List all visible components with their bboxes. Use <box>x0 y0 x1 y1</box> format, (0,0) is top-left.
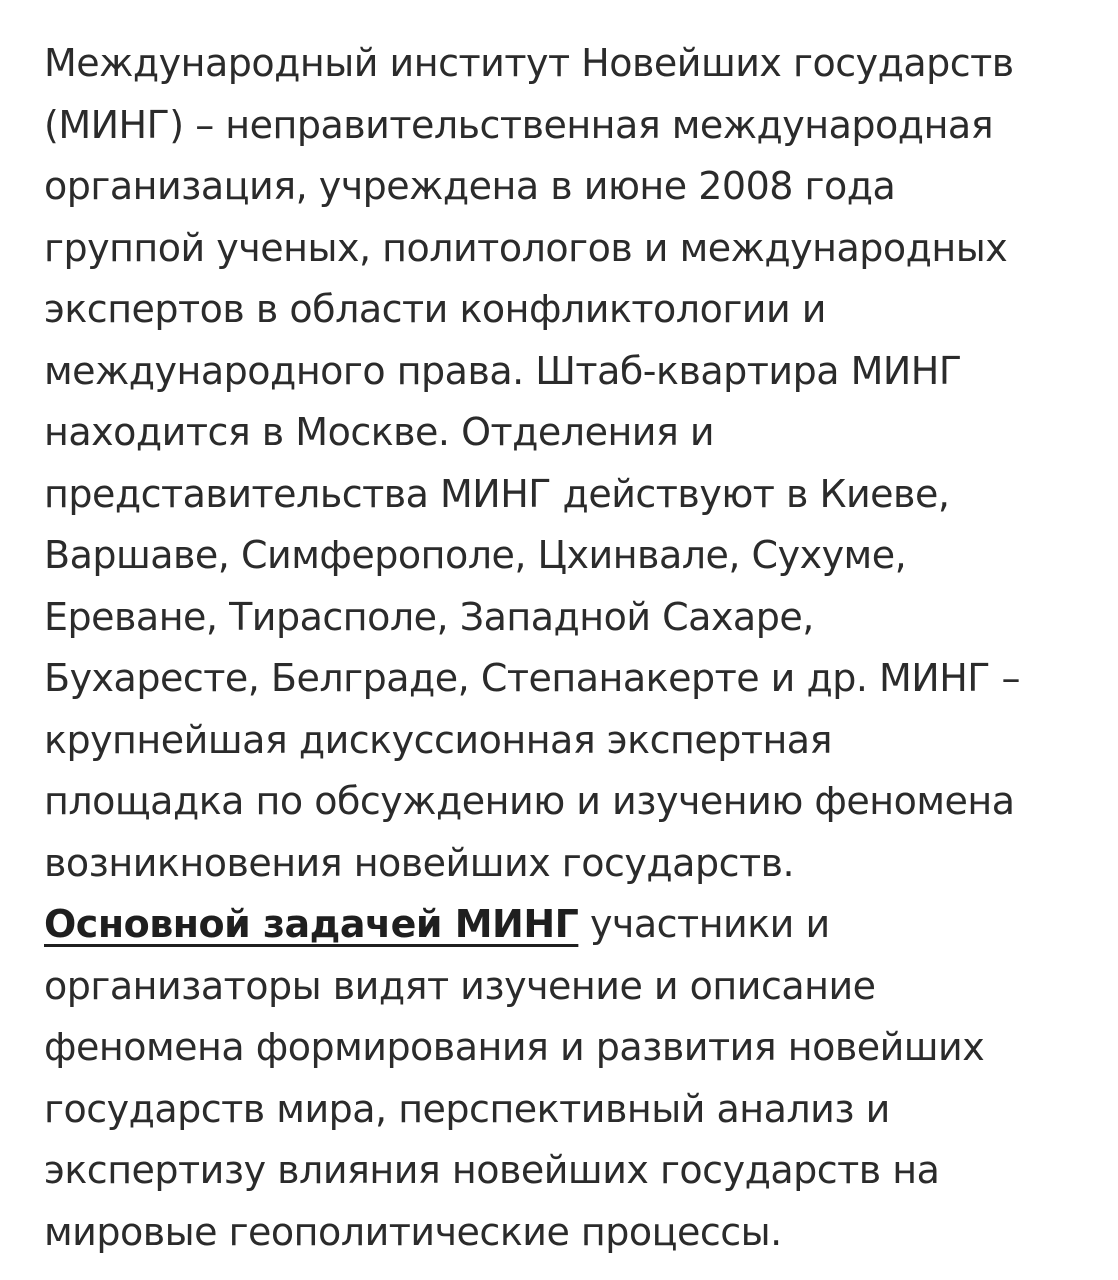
text-line: феномена формирования и развития новейших <box>44 1025 985 1069</box>
article-body <box>44 33 1084 1263</box>
text-line: организация, учреждена в июне 2008 года <box>44 164 896 208</box>
text-line: представительства МИНГ действуют в Киеве, <box>44 471 950 516</box>
text-line: крупнейшая дискуссионная экспертная <box>44 717 832 762</box>
paragraph-intro <box>44 33 1084 894</box>
text-line: находится в Москве. Отделения и <box>44 410 715 454</box>
text-line: Варшаве, Симферополе, Цхинвале, Сухуме, <box>44 533 907 577</box>
text-line: государств мира, перспективный анализ и <box>44 1086 890 1131</box>
text-line: Международный институт Новейших государств <box>44 41 1014 85</box>
text-line: площадка по обсуждению и изучению феномена <box>44 779 1015 823</box>
text-line <box>44 894 1084 956</box>
text-line: организаторы видят изучение и описание <box>44 963 876 1008</box>
text-fragment: участники и <box>578 902 830 946</box>
text-line: экспертизу влияния новейших государств на <box>44 1148 940 1192</box>
text-line: возникновения новейших государств. <box>44 840 795 885</box>
text-line: экспертов в области конфликтологии и <box>44 287 826 331</box>
text-line: группой ученых, политологов и международных <box>44 225 1008 270</box>
text-line: мировые геополитические процессы. <box>44 1209 782 1254</box>
text-line: Бухаресте, Белграде, Степанакерте и др. МИНГ – <box>44 656 1021 700</box>
main-task-link[interactable]: Основной задачей МИНГ <box>44 902 579 946</box>
text-line: (МИНГ) – неправительственная международная <box>44 102 994 147</box>
text-line: международного права. Штаб-квартира МИНГ <box>44 348 962 393</box>
text-line: Ереване, Тирасполе, Западной Сахаре, <box>44 594 814 639</box>
paragraph-main-task <box>44 894 1084 1263</box>
